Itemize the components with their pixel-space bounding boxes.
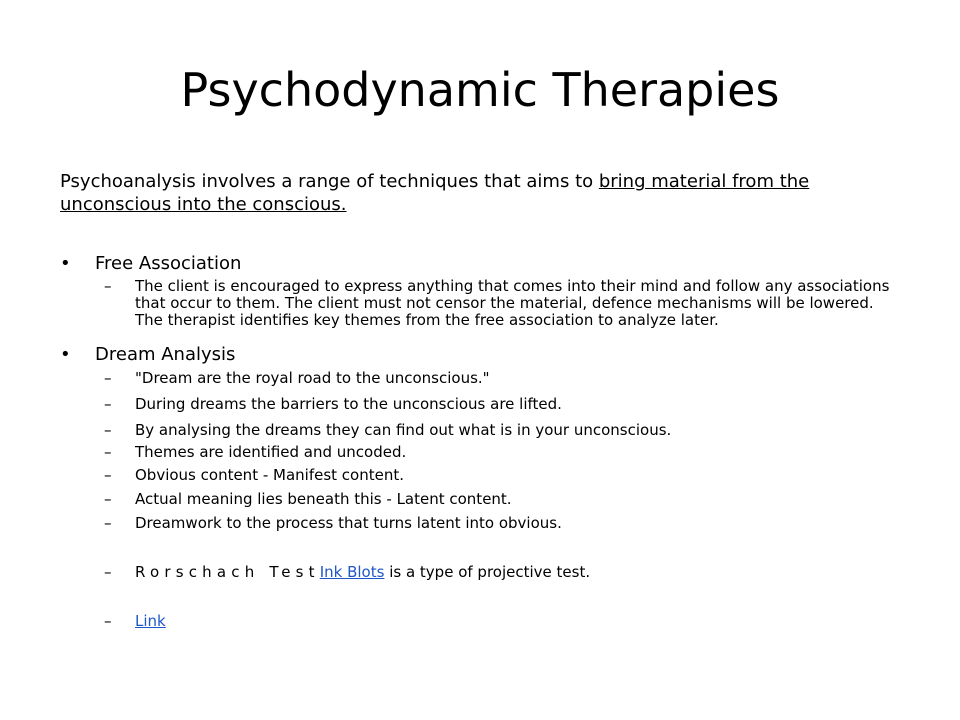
link[interactable]: Link bbox=[135, 612, 166, 630]
sub-text: Obvious content - Manifest content. bbox=[135, 466, 404, 484]
sub-text: Dreamwork to the process that turns latent into obvious. bbox=[135, 514, 562, 532]
slide-title: Psychodynamic Therapies bbox=[180, 63, 780, 117]
sub-text: During dreams the barriers to the unconscious are lifted. bbox=[135, 395, 562, 413]
sub-dash: – bbox=[104, 369, 112, 387]
sub-dash: – bbox=[104, 612, 112, 630]
bullet-label: Free Association bbox=[95, 253, 242, 274]
bullet-label: Dream Analysis bbox=[95, 344, 236, 365]
link-line bbox=[135, 613, 895, 630]
sub-dash: – bbox=[104, 490, 112, 508]
sub-dash: – bbox=[104, 395, 112, 413]
sub-text: "Dream are the royal road to the unconscious." bbox=[135, 369, 490, 387]
ink-blots-link[interactable]: Ink Blots bbox=[319, 563, 385, 581]
sub-text: By analysing the dreams they can find out what is in your unconscious. bbox=[135, 421, 672, 439]
rorschach-test-text: Rorschach Test bbox=[135, 563, 320, 581]
sub-text: Themes are identified and uncoded. bbox=[135, 443, 407, 461]
rorschach-line bbox=[135, 564, 895, 581]
sub-dash: – bbox=[104, 443, 112, 461]
bullet-dot: • bbox=[60, 253, 71, 274]
sub-dash: – bbox=[104, 466, 112, 484]
sub-dash: – bbox=[104, 421, 112, 439]
intro-text: Psychoanalysis involves a range of techniques that aims to bbox=[60, 171, 599, 192]
bullet-dot: • bbox=[60, 344, 71, 365]
sub-text: The client is encouraged to express anything that comes into their mind and follow any associations that occur to them. The client must not censor the material, defence mechanisms will be lowered. The therapist identifies key themes from the free association to analyze later. bbox=[135, 277, 890, 329]
sub-dash: – bbox=[104, 277, 112, 295]
rorschach-description: is a type of projective test. bbox=[384, 563, 591, 581]
sub-text: Actual meaning lies beneath this - Latent content. bbox=[135, 490, 512, 508]
sub-dash: – bbox=[104, 514, 112, 532]
intro-paragraph bbox=[60, 170, 880, 216]
sub-dash: – bbox=[104, 563, 112, 581]
intro-underlined-text: bring material from the unconscious into the conscious. bbox=[60, 171, 810, 215]
